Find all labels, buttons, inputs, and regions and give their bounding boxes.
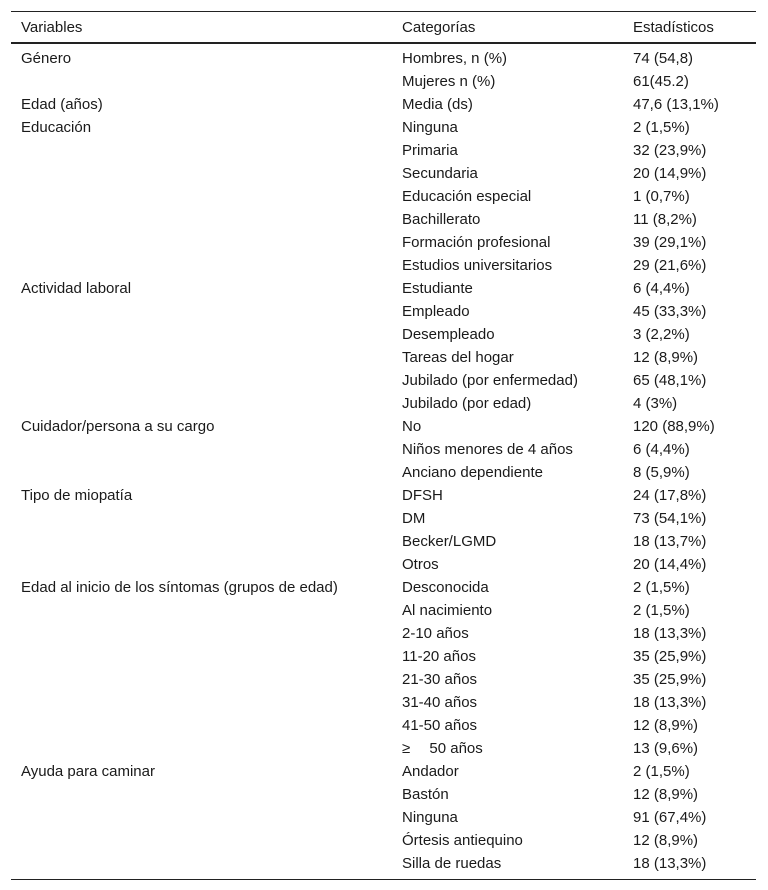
statistic-cell: 20 (14,9%): [633, 165, 707, 182]
statistic-cell: 45 (33,3%): [633, 303, 707, 320]
statistic-cell: 12 (8,9%): [633, 717, 699, 734]
category-cell: Desconocida: [402, 579, 489, 596]
category-cell: 21-30 años: [402, 671, 478, 688]
table-row: [11, 668, 756, 691]
category-cell: Jubilado (por edad): [402, 395, 532, 412]
category-cell: DFSH: [402, 487, 443, 504]
statistic-cell: 47,6 (13,1%): [633, 96, 719, 113]
table-row: [11, 461, 756, 484]
category-cell: Al nacimiento: [402, 602, 493, 619]
statistic-cell: 12 (8,9%): [633, 349, 699, 366]
statistic-cell: 73 (54,1%): [633, 510, 707, 527]
category-cell: Primaria: [402, 142, 458, 159]
table-header: [11, 12, 756, 44]
variable-cell: Edad (años): [21, 96, 103, 113]
variable-cell: Cuidador/persona a su cargo: [21, 418, 215, 435]
table-row: [11, 622, 756, 645]
table-row: [11, 93, 756, 116]
statistics-table: [11, 11, 756, 880]
category-cell: Niños menores de 4 años: [402, 441, 573, 458]
table-row: [11, 553, 756, 576]
category-cell: 2-10 años: [402, 625, 469, 642]
variable-cell: [11, 346, 392, 369]
category-cell: Formación profesional: [402, 234, 551, 251]
variable-cell: [11, 162, 392, 185]
table-row: [11, 139, 756, 162]
table-row: [11, 852, 756, 880]
statistic-cell: 35 (25,9%): [633, 671, 707, 688]
statistic-cell: 1 (0,7%): [633, 188, 690, 205]
variable-cell: [11, 208, 392, 231]
category-cell: 11-20 años: [402, 648, 476, 665]
statistic-cell: 35 (25,9%): [633, 648, 707, 665]
statistic-cell: 61(45.2): [633, 73, 689, 90]
category-cell: Becker/LGMD: [402, 533, 497, 550]
statistic-cell: 18 (13,3%): [623, 852, 756, 880]
category-cell: Órtesis antiequino: [402, 832, 523, 849]
table-row: [11, 116, 756, 139]
statistic-cell: 2 (1,5%): [633, 119, 690, 136]
variable-cell: [11, 254, 392, 277]
table-body: [11, 43, 756, 880]
category-cell: No: [402, 418, 422, 435]
header-row: [11, 12, 756, 44]
statistic-cell: 120 (88,9%): [633, 418, 715, 435]
category-cell: Estudios universitarios: [402, 257, 553, 274]
table-row: [11, 185, 756, 208]
category-cell: Hombres, n (%): [402, 50, 508, 67]
statistic-cell: 12 (8,9%): [633, 832, 699, 849]
table-row: [11, 208, 756, 231]
statistic-cell: 20 (14,4%): [633, 556, 707, 573]
table-row: [11, 530, 756, 553]
statistic-cell: 6 (4,4%): [633, 280, 690, 297]
variable-cell: [11, 139, 392, 162]
table-row: [11, 438, 756, 461]
variable-cell: [11, 622, 392, 645]
table-row: [11, 507, 756, 530]
category-cell: Anciano dependiente: [402, 464, 543, 481]
category-cell: Estudiante: [402, 280, 473, 297]
statistic-cell: 29 (21,6%): [633, 257, 707, 274]
variable-cell: [11, 231, 392, 254]
category-cell: Tareas del hogar: [402, 349, 514, 366]
statistic-cell: 4 (3%): [633, 395, 678, 412]
table-row: [11, 783, 756, 806]
statistic-cell: 18 (13,3%): [633, 694, 707, 711]
category-cell: Bastón: [402, 786, 449, 803]
category-cell: Ninguna: [402, 119, 458, 136]
variable-cell: [11, 438, 392, 461]
category-cell: Empleado: [402, 303, 470, 320]
variable-cell: [11, 599, 392, 622]
statistic-cell: 74 (54,8): [633, 50, 694, 67]
table-row: [11, 806, 756, 829]
statistic-cell: 11 (8,2%): [633, 211, 697, 228]
table-row: [11, 415, 756, 438]
table-row: [11, 369, 756, 392]
variable-cell: [11, 806, 392, 829]
table-row: [11, 277, 756, 300]
table-row: [11, 829, 756, 852]
table-row: [11, 714, 756, 737]
variable-cell: Actividad laboral: [21, 280, 132, 297]
table-row: [11, 737, 756, 760]
statistic-cell: 12 (8,9%): [633, 786, 699, 803]
category-cell: Andador: [402, 763, 459, 780]
table-row: [11, 162, 756, 185]
statistic-cell: 24 (17,8%): [633, 487, 707, 504]
table-row: [11, 392, 756, 415]
table-row: [11, 691, 756, 714]
variable-cell: [11, 553, 392, 576]
table-row: [11, 645, 756, 668]
variable-cell: [11, 691, 392, 714]
category-cell: Silla de ruedas: [392, 852, 623, 880]
statistic-cell: 32 (23,9%): [633, 142, 707, 159]
variable-cell: [11, 645, 392, 668]
table-row: [11, 599, 756, 622]
statistic-cell: 13 (9,6%): [633, 740, 699, 757]
variable-cell: [11, 668, 392, 691]
table-row: [11, 231, 756, 254]
header-variables: Variables: [11, 12, 392, 44]
variable-cell: [11, 737, 392, 760]
variable-cell: [11, 369, 392, 392]
statistic-cell: 2 (1,5%): [633, 602, 690, 619]
variable-cell: Educación: [21, 119, 92, 136]
statistics-table-container: [11, 11, 756, 880]
statistic-cell: 91 (67,4%): [633, 809, 707, 826]
category-cell: Jubilado (por enfermedad): [402, 372, 578, 389]
table-row: [11, 43, 756, 70]
table-row: [11, 300, 756, 323]
category-cell: Bachillerato: [402, 211, 481, 228]
variable-cell: [11, 530, 392, 553]
category-cell: ≥ 50 años: [402, 740, 483, 757]
category-cell: DM: [402, 510, 426, 527]
variable-cell: [11, 323, 392, 346]
statistic-cell: 18 (13,7%): [633, 533, 707, 550]
statistic-cell: 8 (5,9%): [633, 464, 690, 481]
header-categorias: Categorías: [392, 12, 623, 44]
variable-cell: Género: [21, 50, 72, 67]
variable-cell: [11, 829, 392, 852]
statistic-cell: 39 (29,1%): [633, 234, 707, 251]
category-cell: Educación especial: [402, 188, 532, 205]
statistic-cell: 18 (13,3%): [633, 625, 707, 642]
variable-cell: [11, 461, 392, 484]
variable-cell: [11, 714, 392, 737]
category-cell: Otros: [402, 556, 439, 573]
statistic-cell: 2 (1,5%): [633, 579, 690, 596]
category-cell: Media (ds): [402, 96, 473, 113]
variable-cell: [11, 392, 392, 415]
variable-cell: Ayuda para caminar: [21, 763, 155, 780]
variable-cell: Tipo de miopatía: [21, 487, 133, 504]
category-cell: 31-40 años: [402, 694, 478, 711]
table-row: [11, 346, 756, 369]
variable-cell: [11, 300, 392, 323]
category-cell: Ninguna: [402, 809, 458, 826]
statistic-cell: 6 (4,4%): [633, 441, 690, 458]
table-row: [11, 484, 756, 507]
variable-cell: [11, 852, 392, 880]
statistic-cell: 3 (2,2%): [633, 326, 690, 343]
variable-cell: Edad al inicio de los síntomas (grupos de edad): [21, 579, 338, 596]
statistic-cell: 65 (48,1%): [633, 372, 707, 389]
header-estadisticos: Estadísticos: [623, 12, 756, 44]
variable-cell: [11, 70, 392, 93]
category-cell: 41-50 años: [402, 717, 478, 734]
variable-cell: [11, 783, 392, 806]
variable-cell: [11, 507, 392, 530]
table-row: [11, 323, 756, 346]
category-cell: Secundaria: [402, 165, 478, 182]
category-cell: Desempleado: [402, 326, 495, 343]
table-row: [11, 254, 756, 277]
statistic-cell: 2 (1,5%): [633, 763, 690, 780]
table-row: [11, 70, 756, 93]
table-row: [11, 760, 756, 783]
table-row: [11, 576, 756, 599]
category-cell: Mujeres n (%): [402, 73, 496, 90]
variable-cell: [11, 185, 392, 208]
